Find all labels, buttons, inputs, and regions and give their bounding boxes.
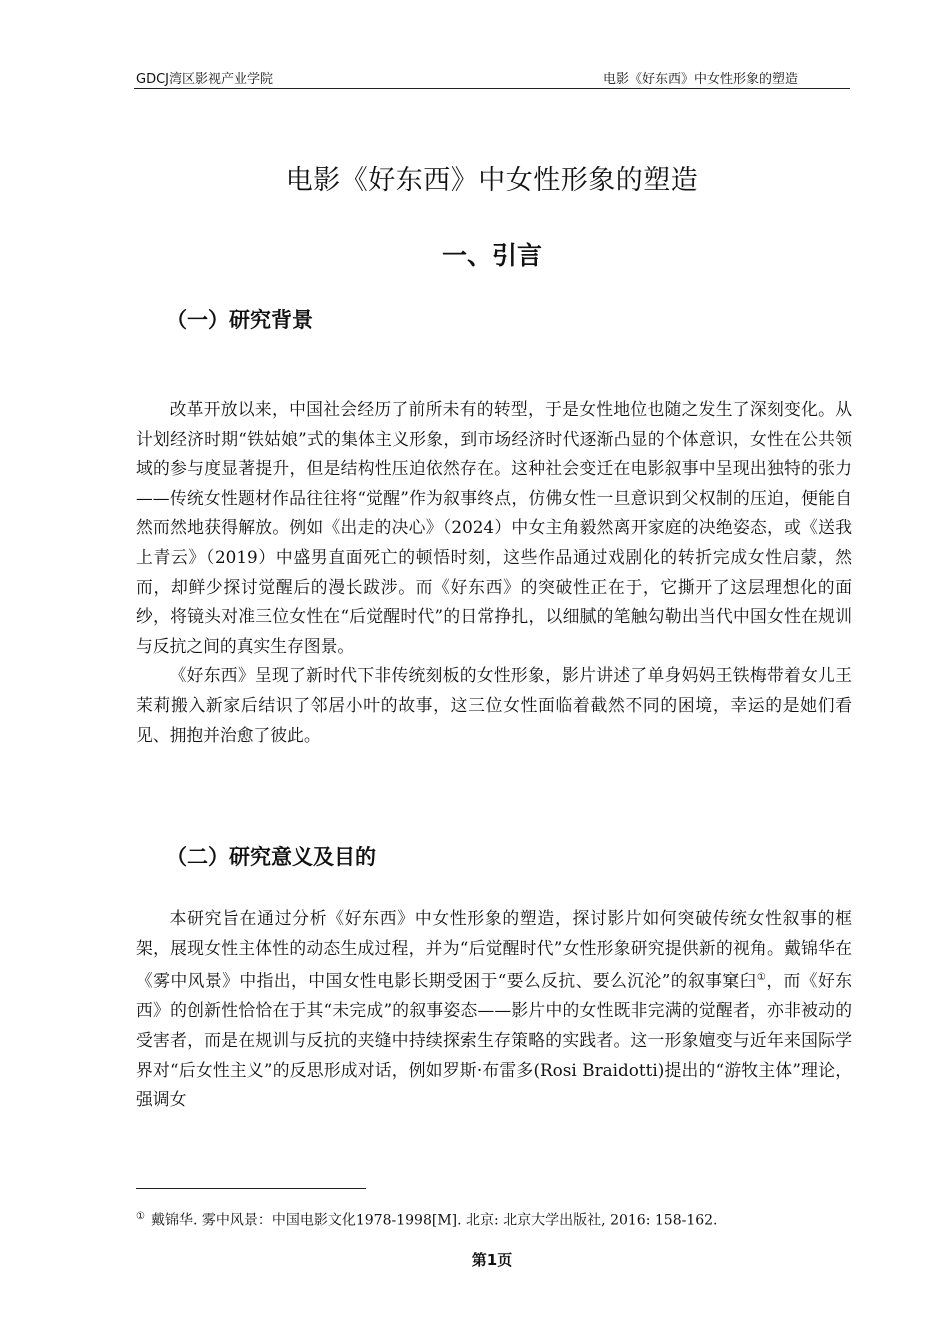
footnote [136,1207,850,1231]
page-number: 第1页 [471,1251,513,1269]
subsection-heading-significance: （二）研究意义及目的 [166,845,376,869]
paragraph-text-part: 本研究旨在通过分析《好东西》中女性形象的塑造，探讨影片如何突破传统女性叙事的框架，展现女性主体性的动态生成过程，并为“后觉醒时代”女性形象研究提供新的视角。戴锦华在《雾中风景》中指出，中国女性电影长期受困于“要么反抗、要么沉沦”的叙事窠臼 [136,908,852,991]
footnote-divider [136,1188,366,1189]
paragraph: 《好东西》呈现了新时代下非传统刻板的女性形象，影片讲述了单身妈妈王铁梅带着女儿王茉莉搬入新家后结识了邻居小叶的故事，这三位女性面临着截然不同的困境，幸运的是她们看见、拥抱并治愈了彼此。 [136,665,852,745]
footnote-marker: ① [136,1211,145,1222]
paragraph-text-part: ，而《好东西》的创新性恰恰在于其“未完成”的叙事姿态——影片中的女性既非完满的觉醒者，亦非被动的受害者，而是在规训与反抗的夹缝中持续探索生存策略的实践者。这一形象嬗变与近年来国际学界对“后女性主义”的反思形成对话，例如罗斯·布雷多(Rosi Braidotti)提出的“游牧主体”理论，强调女 [136,970,852,1110]
subsection-heading-background: （一）研究背景 [166,308,313,332]
header-institution: GDCJ湾区影视产业学院 [136,72,273,87]
paragraph: 改革开放以来，中国社会经历了前所未有的转型，于是女性地位也随之发生了深刻变化。从计划经济时期“铁姑娘”式的集体主义形象，到市场经济时代逐渐凸显的个体意识，女性在公共领域的参与度显著提升，但是结构性压迫依然存在。这种社会变迁在电影叙事中呈现出独特的张力——传统女性题材作品往往将“觉醒”作为叙事终点，仿佛女性一旦意识到父权制的压迫，便能自然而然地获得解放。例如《出走的决心》（2024）中女主角毅然离开家庭的决绝姿态，或《送我上青云》（2019）中盛男直面死亡的顿悟时刻，这些作品通过戏剧化的转折完成女性启蒙，然而，却鲜少探讨觉醒后的漫长跋涉。而《好东西》的突破性正在于，它撕开了这层理想化的面纱，将镜头对准三位女性在“后觉醒时代”的日常挣扎，以细腻的笔触勾勒出当代中国女性在规训与反抗之间的真实生存图景。 [136,399,852,656]
footnote-text: 戴锦华. 雾中风景：中国电影文化1978-1998[M]. 北京: 北京大学出版社, 2016: 158-162. [150,1212,718,1229]
background-text [136,395,852,750]
header-paper-title: 电影《好东西》中女性形象的塑造 [602,72,798,87]
running-header [134,66,850,89]
document-title: 电影《好东西》中女性形象的塑造 [285,165,699,196]
footnote-reference[interactable]: ① [756,972,767,984]
significance-text [136,904,852,1115]
section-heading-introduction: 一、引言 [441,241,542,270]
paragraph [136,904,852,1115]
